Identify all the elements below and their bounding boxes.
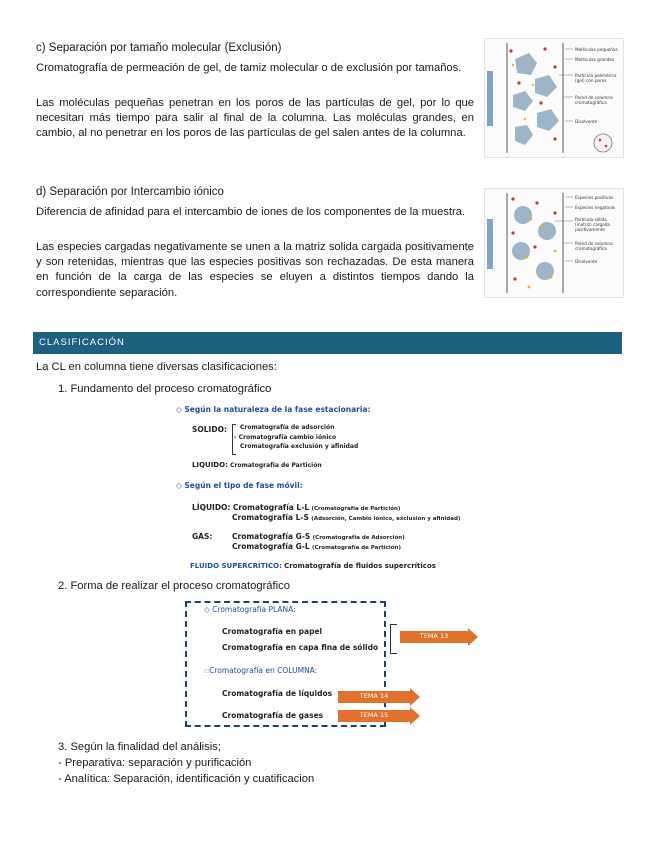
stationary-heading-text: Según la naturaleza de la fase estacionaria: [184,405,371,414]
fig-c-label-5: Disolvente [575,119,598,124]
liquido-mobile-label: LÍQUIDO: [192,503,231,512]
section-d-paragraph-2: Las especies cargadas negativamente se unen a la matriz solida cargada positivamente y son retenidas, mientras que las especies positivas son rechazadas. De esta manera en función de la carga de las especies se eluyen a distintos tiempos dando la correspondiente separación. [36,241,474,299]
capa-text: Cromatografía en capa fina de sólido [222,643,379,652]
gas-label: GAS: [192,532,213,541]
list-item-2: 2. Forma de realizar el proceso cromatográfico [58,580,290,592]
tema14-label: TEMA 14 [359,692,389,700]
liquidos-text: Cromatografía de líquidos [222,689,333,698]
fluido-row [190,562,436,570]
tema15-label: TEMA 15 [359,711,389,719]
plana-heading [204,605,296,614]
liquido-label: LIQUIDO: [192,461,228,469]
square-icon: ▫ [204,666,210,675]
ls-row [232,513,460,522]
fig-c-label-3: Partícula polimérica (gel) con poros [575,73,617,83]
diamond-icon: ◇ [176,481,182,490]
section-d-paragraph-1: Diferencia de afinidad para el intercambio de iones de los componentes de la muestra. [36,206,466,218]
liquido-mobile-row [192,503,400,512]
list-item-1: 1. Fundamento del proceso cromatográfico [58,383,272,395]
columna-heading [204,666,317,675]
ion-exchange-figure [484,188,624,298]
stationary-phase-heading [176,405,370,414]
tema13-label: TEMA 13 [419,632,449,640]
diamond-icon: ◇ [176,405,182,414]
papel-text: Cromatografía en papel [222,627,323,636]
exclusion-figure [484,38,624,158]
dashed-box [185,601,386,727]
fig-d-label-2: Especies negativas [575,205,616,210]
plana-bracket [390,624,397,654]
gl-row [232,542,401,551]
section-c-paragraph-1: Cromatografía de permeación de gel, de tamiz molecular o de exclusión por tamaños. [36,62,462,74]
ls-note: (Adsorción, Cambio iónico, exclusión y afinidad) [311,516,461,522]
gases-text: Cromatografía de gases [222,711,324,720]
tema15-arrow [338,710,410,722]
ll-text: Cromatografía L-L [232,503,310,512]
solido-item-1: Cromatografía de adsorción [240,424,335,431]
fig-c-label-2: Moléculas grandes [575,57,615,62]
ls-text: Cromatografía L-S [232,513,309,522]
fluido-label: FLUIDO SUPERCRÍTICO: [190,562,282,570]
liquido-row [192,461,322,469]
section-c-title: c) Separación por tamaño molecular (Exclusión) [36,42,282,54]
tema13-arrow [400,631,468,643]
banner-title: CLASIFICACIÓN [39,337,125,348]
list-dash-2: - Analítica: Separación, identificación y cuatificacion [58,773,315,785]
mobile-phase-heading [176,481,303,490]
ll-note: (Cromatografía de Partición) [311,506,401,512]
list-item-3: 3. Según la finalidad del análisis; [58,741,221,753]
fig-d-label-3: Partícula sólida (matriz) cargada positivamente [575,217,610,232]
gl-text: Cromatografía G-L [232,542,310,551]
solido-label: SOLIDO: [192,425,227,434]
fig-c-label-1: Moléculas pequeñas [575,47,618,52]
gl-note: (Cromatografía de Partición) [312,545,401,551]
columna-text: Cromatografía en COLUMNA: [209,666,318,675]
section-c-paragraph-2: Las moléculas pequeñas penetran en los poros de las partículas de gel, por lo que necesitan más tiempo para salir al final de la columna. Las moléculas grandes, en cambio, al no penetrar en los poros de las partículas de gel salen antes de la columna. [36,97,474,140]
section-d-title: d) Separación por Intercambio iónico [36,186,224,198]
fluido-text: Cromatografía de fluidos supercríticos [284,562,436,570]
solido-item-3: Cromatografía exclusión y afinidad [240,443,359,450]
tema14-arrow [338,691,410,703]
fig-c-label-4: Pared de columna cromatográfica [575,95,613,105]
gs-note: (Cromatografía de Adsorción) [312,535,405,541]
fig-d-label-5: Disolvente [575,259,598,264]
gs-row [232,532,405,541]
gs-text: Cromatografía G-S [232,532,311,541]
list-dash-1: - Preparativa: separación y purificación [58,757,252,769]
fig-d-label-4: Pared de columna cromatográfica [575,241,613,251]
clasificacion-banner [33,332,622,354]
liquido-text: Cromatografía de Partición [230,462,322,469]
intro-text: La CL en columna tiene diversas clasificaciones: [36,361,277,373]
solido-item-2: - Cromatografía cambio iónico [234,434,337,441]
mobile-heading-text: Según el tipo de fase móvil: [184,481,303,490]
fig-d-label-1: Especies positivas [575,195,614,200]
diamond-icon: ◇ [204,605,210,614]
plana-text: Cromatografía PLANA: [212,605,296,614]
